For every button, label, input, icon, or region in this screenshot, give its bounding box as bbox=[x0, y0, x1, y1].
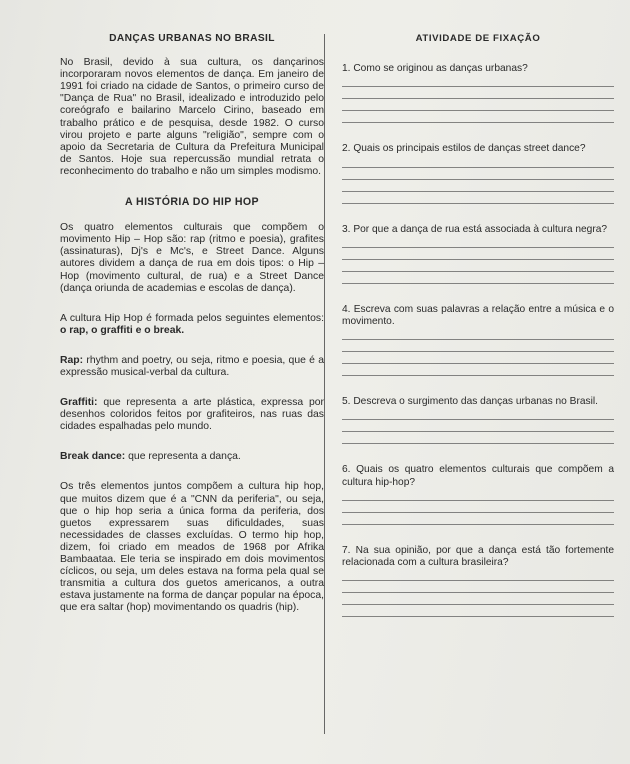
question-6 bbox=[342, 464, 614, 524]
answer-line[interactable] bbox=[342, 259, 614, 260]
answer-line[interactable] bbox=[342, 351, 614, 352]
question-text: 7. Na sua opinião, por que a dança está tão fortemente relacionada com a cultura brasileira? bbox=[342, 544, 614, 569]
answer-line[interactable] bbox=[342, 512, 614, 513]
hip-hop-paragraph-1: Os quatro elementos culturais que compõem o movimento Hip – Hop são: rap (ritmo e poesia), grafites (assinaturas), Dj's e Mc's, e Street Dance. Alguns autores dividem a dança de rua em dois tipos: o Hip – Hop (movimento cultural, de rua) e a Street Dance (dança oriunda de academias e escolas de dança). bbox=[60, 222, 324, 294]
answer-line[interactable] bbox=[342, 247, 614, 248]
question-5 bbox=[342, 396, 614, 444]
answer-line[interactable] bbox=[342, 604, 614, 605]
answer-line[interactable] bbox=[342, 524, 614, 525]
section-title-dancas-urbanas: DANÇAS URBANAS NO BRASIL bbox=[109, 33, 275, 44]
question-2 bbox=[342, 143, 614, 203]
answer-line[interactable] bbox=[342, 271, 614, 272]
question-text: 5. Descreva o surgimento das danças urbanas no Brasil. bbox=[342, 396, 598, 408]
break-definition bbox=[60, 451, 324, 463]
answer-line[interactable] bbox=[342, 86, 614, 87]
answer-line[interactable] bbox=[342, 203, 614, 204]
text-column bbox=[60, 33, 324, 614]
question-text: 6. Quais os quatro elementos culturais que compõem a cultura hip-hop? bbox=[342, 464, 614, 488]
answer-line[interactable] bbox=[342, 167, 614, 168]
answer-line[interactable] bbox=[342, 419, 614, 420]
question-text: 4. Escreva com suas palavras a relação entre a música e o movimento. bbox=[342, 303, 614, 328]
answer-line[interactable] bbox=[342, 339, 614, 340]
rap-text: rhythm and poetry, ou seja, ritmo e poesia, que é a expressão musical-verbal da cultura. bbox=[60, 354, 324, 378]
answer-line[interactable] bbox=[342, 443, 614, 444]
answer-line[interactable] bbox=[342, 98, 614, 99]
answer-line[interactable] bbox=[342, 283, 614, 284]
question-4 bbox=[342, 304, 614, 376]
column-divider bbox=[324, 34, 325, 734]
answer-line[interactable] bbox=[342, 592, 614, 593]
exercise-column bbox=[342, 33, 614, 617]
graffiti-definition bbox=[60, 397, 324, 433]
rap-definition bbox=[60, 355, 324, 379]
section-title-hip-hop: A HISTÓRIA DO HIP HOP bbox=[125, 196, 259, 209]
question-1 bbox=[342, 63, 614, 123]
answer-line[interactable] bbox=[342, 191, 614, 192]
graffiti-term: Graffiti: bbox=[60, 397, 98, 409]
question-text: 1. Como se originou as danças urbanas? bbox=[342, 63, 528, 75]
question-3 bbox=[342, 224, 614, 284]
question-7 bbox=[342, 545, 614, 617]
closing-paragraph: Os três elementos juntos compõem a cultura hip hop, que muitos dizem que é a "CNN da periferia", ou seja, que o hip hop seria a única forma da periferia, dos guetos expressarem suas dificuldades, suas necessidades de classes excluídas. O termo hip hop, dizem, foi criado em meados de 1968 por Afrika Bambaataa. Ele teria se inspirado em dois movimentos cíclicos, ou seja, um deles estava na forma pela qual se transmitia a cultura dos guetos americanos, a outra estava justamente na forma de dançar popular na época, que era saltar (hop) movimentando os quadris (hip). bbox=[60, 481, 324, 614]
answer-line[interactable] bbox=[342, 179, 614, 180]
hip-hop-elements-list: o rap, o graffiti e o break. bbox=[60, 324, 185, 336]
answer-line[interactable] bbox=[342, 431, 614, 432]
exercise-title: ATIVIDADE DE FIXAÇÃO bbox=[415, 33, 541, 44]
question-text: 3. Por que a dança de rua está associada à cultura negra? bbox=[342, 223, 608, 235]
answer-line[interactable] bbox=[342, 363, 614, 364]
break-term: Break dance: bbox=[60, 451, 126, 463]
answer-line[interactable] bbox=[342, 616, 614, 617]
hip-hop-elements-intro: A cultura Hip Hop é formada pelos seguintes elementos: bbox=[60, 312, 324, 324]
question-text: 2. Quais os principais estilos de danças street dance? bbox=[342, 143, 586, 155]
answer-line[interactable] bbox=[342, 375, 614, 376]
graffiti-text: que representa a arte plástica, expressa por desenhos coloridos feitos por grafiteiros, nas ruas das cidades espalhadas pelo mundo. bbox=[60, 397, 324, 433]
rap-term: Rap: bbox=[60, 354, 84, 366]
intro-paragraph: No Brasil, devido à sua cultura, os dançarinos incorporaram novos elementos de dança. Em janeiro de 1991 foi criado na cidade de Santos, o primeiro curso de "Dança de Rua" no Brasil, idealizado e introduzido pelo coreógrafo e bailarino Marcelo Cirino, baseado em trabalho prático e de pesquisa, desde 1982. O curso virou projeto e parte alguns "religião", sempre com o apoio da Secretaria de Cultura da Prefeitura Municipal de Santos. Hoje sua repercussão mundial retrata o reconhecimento do trabalho e não um simples modismo. bbox=[60, 57, 324, 177]
answer-line[interactable] bbox=[342, 110, 614, 111]
answer-line[interactable] bbox=[342, 500, 614, 501]
hip-hop-paragraph-2 bbox=[60, 313, 324, 337]
answer-line[interactable] bbox=[342, 580, 614, 581]
break-text: que representa a dança. bbox=[128, 451, 241, 463]
answer-line[interactable] bbox=[342, 122, 614, 123]
